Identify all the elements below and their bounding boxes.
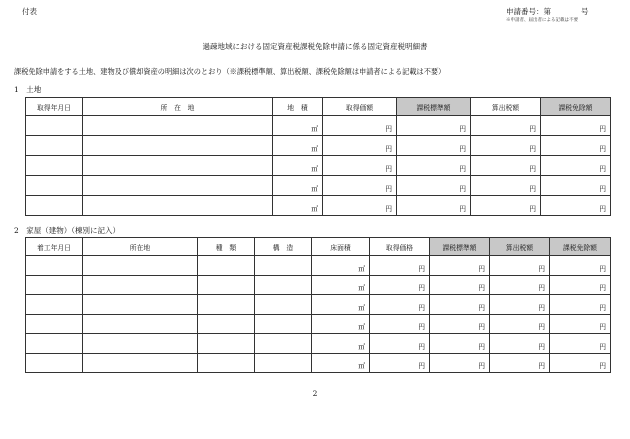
land-cell-calculated-tax[interactable] <box>471 156 541 176</box>
building-cell-structure[interactable] <box>255 295 312 315</box>
building-cell-exemption[interactable] <box>550 334 611 354</box>
building-cell-tax-base[interactable] <box>430 334 490 354</box>
land-cell-acquisition-value[interactable] <box>323 176 397 196</box>
document-intro: 課税免除申請をする土地、建物及び償却資産の明細は次のとおり（※課税標準額、算出税額、課税免除額は申請者による記載は不要） <box>14 67 446 76</box>
land-cell-exemption[interactable] <box>541 116 611 136</box>
building-cell-exemption-unit: 円 <box>599 323 606 331</box>
application-number: 申請番号：第 号 <box>506 7 589 16</box>
land-cell-acquisition-value[interactable] <box>323 156 397 176</box>
building-cell-type[interactable] <box>198 256 255 276</box>
land-cell-location[interactable] <box>83 116 273 136</box>
building-cell-start-date[interactable] <box>26 314 83 334</box>
building-col-tax-base: 課税標準額 <box>430 238 490 256</box>
building-cell-tax-base[interactable] <box>430 314 490 334</box>
building-cell-acquisition-price[interactable] <box>370 256 430 276</box>
building-col-exemption: 課税免除額 <box>550 238 611 256</box>
land-cell-calculated-tax[interactable] <box>471 116 541 136</box>
land-table-row <box>26 176 611 196</box>
land-col-exemption: 課税免除額 <box>541 98 611 116</box>
building-cell-floor-area-unit: ㎡ <box>358 303 365 312</box>
land-cell-acquisition-value-unit: 円 <box>385 165 392 173</box>
attachment-label: 付表 <box>22 7 37 16</box>
building-cell-floor-area[interactable] <box>312 314 370 334</box>
building-cell-acquisition-price[interactable] <box>370 353 430 373</box>
building-cell-floor-area[interactable] <box>312 334 370 354</box>
building-cell-structure[interactable] <box>255 275 312 295</box>
land-table-row <box>26 156 611 176</box>
land-cell-acquisition-date[interactable] <box>26 156 83 176</box>
building-table <box>25 237 611 373</box>
building-cell-location[interactable] <box>83 256 198 276</box>
building-cell-acquisition-price-unit: 円 <box>418 284 425 292</box>
land-cell-acquisition-value-unit: 円 <box>385 125 392 133</box>
land-cell-calculated-tax-unit: 円 <box>529 205 536 213</box>
land-cell-tax-base[interactable] <box>397 196 471 216</box>
building-cell-calculated-tax-unit: 円 <box>538 362 545 370</box>
land-cell-acquisition-date[interactable] <box>26 196 83 216</box>
building-cell-floor-area-unit: ㎡ <box>358 362 365 370</box>
land-cell-tax-base[interactable] <box>397 156 471 176</box>
land-table-body <box>26 116 611 216</box>
land-cell-area[interactable] <box>273 196 323 216</box>
building-cell-location[interactable] <box>83 314 198 334</box>
building-cell-tax-base[interactable] <box>430 256 490 276</box>
land-col-tax-base: 課税標準額 <box>397 98 471 116</box>
building-cell-exemption[interactable] <box>550 275 611 295</box>
document-title: 過疎地域における固定資産税課税免除申請に係る固定資産税明細書 <box>202 42 428 51</box>
building-table-row <box>26 334 611 354</box>
building-cell-tax-base-unit: 円 <box>478 284 485 292</box>
land-cell-area[interactable] <box>273 176 323 196</box>
land-cell-area-unit: ㎡ <box>311 145 318 153</box>
building-cell-acquisition-price-unit: 円 <box>418 342 425 351</box>
building-cell-location[interactable] <box>83 353 198 373</box>
building-cell-location[interactable] <box>83 295 198 315</box>
land-cell-tax-base[interactable] <box>397 116 471 136</box>
building-table-header-row <box>26 238 611 256</box>
page-number: 2 <box>312 389 318 398</box>
land-cell-tax-base-unit: 円 <box>459 185 466 193</box>
building-cell-structure[interactable] <box>255 256 312 276</box>
land-cell-exemption[interactable] <box>541 136 611 156</box>
building-cell-calculated-tax[interactable] <box>490 314 550 334</box>
land-cell-acquisition-value-unit: 円 <box>385 145 392 153</box>
building-cell-type[interactable] <box>198 295 255 315</box>
land-cell-acquisition-value-unit: 円 <box>385 185 392 193</box>
building-cell-floor-area-unit: ㎡ <box>358 323 365 331</box>
building-cell-floor-area[interactable] <box>312 295 370 315</box>
building-cell-tax-base-unit: 円 <box>478 264 485 273</box>
land-cell-calculated-tax-unit: 円 <box>529 165 536 173</box>
building-cell-exemption-unit: 円 <box>599 264 606 273</box>
building-cell-acquisition-price[interactable] <box>370 275 430 295</box>
building-col-structure: 構 造 <box>255 238 312 256</box>
building-cell-calculated-tax-unit: 円 <box>538 264 545 273</box>
building-cell-exemption-unit: 円 <box>599 362 606 370</box>
building-cell-acquisition-price-unit: 円 <box>418 323 425 331</box>
building-col-acquisition-price: 取得価格 <box>370 238 430 256</box>
building-cell-acquisition-price-unit: 円 <box>418 303 425 312</box>
land-cell-location[interactable] <box>83 156 273 176</box>
land-cell-acquisition-value[interactable] <box>323 196 397 216</box>
building-table-row <box>26 275 611 295</box>
building-cell-calculated-tax[interactable] <box>490 295 550 315</box>
land-cell-area-unit: ㎡ <box>311 125 318 133</box>
building-table-row <box>26 353 611 373</box>
building-cell-type[interactable] <box>198 314 255 334</box>
building-cell-tax-base[interactable] <box>430 275 490 295</box>
land-cell-calculated-tax-unit: 円 <box>529 125 536 133</box>
building-cell-tax-base-unit: 円 <box>478 323 485 331</box>
land-cell-exemption-unit: 円 <box>599 125 606 133</box>
land-cell-calculated-tax[interactable] <box>471 136 541 156</box>
building-cell-floor-area[interactable] <box>312 353 370 373</box>
land-cell-acquisition-date[interactable] <box>26 176 83 196</box>
building-cell-type[interactable] <box>198 334 255 354</box>
building-cell-type[interactable] <box>198 275 255 295</box>
building-cell-type[interactable] <box>198 353 255 373</box>
building-cell-location[interactable] <box>83 334 198 354</box>
land-cell-location[interactable] <box>83 136 273 156</box>
land-cell-exemption-unit: 円 <box>599 205 606 213</box>
land-cell-acquisition-date[interactable] <box>26 136 83 156</box>
building-cell-floor-area[interactable] <box>312 256 370 276</box>
building-cell-calculated-tax-unit: 円 <box>538 323 545 331</box>
land-cell-tax-base-unit: 円 <box>459 165 466 173</box>
building-cell-location[interactable] <box>83 275 198 295</box>
building-col-calculated-tax: 算出税額 <box>490 238 550 256</box>
building-table-row <box>26 256 611 276</box>
land-cell-tax-base[interactable] <box>397 176 471 196</box>
land-col-calculated-tax: 算出税額 <box>471 98 541 116</box>
land-table-row <box>26 116 611 136</box>
building-cell-start-date[interactable] <box>26 334 83 354</box>
building-cell-tax-base[interactable] <box>430 295 490 315</box>
building-cell-calculated-tax[interactable] <box>490 256 550 276</box>
land-cell-area[interactable] <box>273 116 323 136</box>
building-section-heading: 2 家屋（建物）（棟別に記入） <box>14 226 121 235</box>
land-cell-location[interactable] <box>83 196 273 216</box>
application-number-note: ※申請者、届出者による記載は不要 <box>506 18 578 23</box>
building-cell-exemption[interactable] <box>550 353 611 373</box>
building-cell-calculated-tax[interactable] <box>490 334 550 354</box>
land-cell-exemption-unit: 円 <box>599 145 606 153</box>
building-table-row <box>26 314 611 334</box>
building-cell-acquisition-price-unit: 円 <box>418 264 425 273</box>
building-cell-floor-area-unit: ㎡ <box>358 264 365 273</box>
building-cell-exemption-unit: 円 <box>599 342 606 351</box>
land-col-location: 所 在 地 <box>83 98 273 116</box>
building-cell-calculated-tax-unit: 円 <box>538 284 545 292</box>
building-cell-exemption-unit: 円 <box>599 303 606 312</box>
building-cell-start-date[interactable] <box>26 256 83 276</box>
land-cell-tax-base-unit: 円 <box>459 205 466 213</box>
land-cell-exemption-unit: 円 <box>599 165 606 173</box>
land-table-row <box>26 196 611 216</box>
building-cell-structure[interactable] <box>255 334 312 354</box>
land-cell-calculated-tax-unit: 円 <box>529 185 536 193</box>
land-col-acquisition-value: 取得価額 <box>323 98 397 116</box>
building-cell-tax-base-unit: 円 <box>478 362 485 370</box>
land-cell-calculated-tax[interactable] <box>471 176 541 196</box>
land-cell-tax-base[interactable] <box>397 136 471 156</box>
building-cell-floor-area-unit: ㎡ <box>358 284 365 292</box>
building-cell-exemption-unit: 円 <box>599 284 606 292</box>
land-table-row <box>26 136 611 156</box>
land-cell-area[interactable] <box>273 136 323 156</box>
building-cell-structure[interactable] <box>255 314 312 334</box>
building-col-type: 種 類 <box>198 238 255 256</box>
building-cell-tax-base-unit: 円 <box>478 303 485 312</box>
land-cell-acquisition-value[interactable] <box>323 136 397 156</box>
land-table-header-row <box>26 98 611 116</box>
land-cell-calculated-tax[interactable] <box>471 196 541 216</box>
land-cell-exemption[interactable] <box>541 156 611 176</box>
land-cell-acquisition-date[interactable] <box>26 116 83 136</box>
land-cell-tax-base-unit: 円 <box>459 145 466 153</box>
land-cell-area-unit: ㎡ <box>311 205 318 213</box>
building-cell-exemption[interactable] <box>550 314 611 334</box>
land-table <box>25 97 611 216</box>
land-cell-exemption[interactable] <box>541 196 611 216</box>
building-cell-start-date[interactable] <box>26 275 83 295</box>
building-cell-acquisition-price[interactable] <box>370 314 430 334</box>
land-col-acquisition-date: 取得年月日 <box>26 98 83 116</box>
land-cell-area-unit: ㎡ <box>311 165 318 173</box>
building-cell-calculated-tax[interactable] <box>490 275 550 295</box>
building-cell-exemption[interactable] <box>550 256 611 276</box>
land-section-heading: 1 土地 <box>14 85 42 94</box>
land-cell-exemption-unit: 円 <box>599 185 606 193</box>
land-cell-acquisition-value[interactable] <box>323 116 397 136</box>
building-cell-calculated-tax-unit: 円 <box>538 303 545 312</box>
building-col-location: 所在地 <box>83 238 198 256</box>
building-cell-floor-area-unit: ㎡ <box>358 342 365 351</box>
building-col-start-date: 着工年月日 <box>26 238 83 256</box>
building-cell-tax-base-unit: 円 <box>478 342 485 351</box>
building-cell-calculated-tax-unit: 円 <box>538 342 545 351</box>
building-cell-tax-base[interactable] <box>430 353 490 373</box>
building-table-body <box>26 256 611 373</box>
building-cell-acquisition-price-unit: 円 <box>418 362 425 370</box>
land-cell-acquisition-value-unit: 円 <box>385 205 392 213</box>
land-cell-tax-base-unit: 円 <box>459 125 466 133</box>
land-cell-location[interactable] <box>83 176 273 196</box>
building-cell-structure[interactable] <box>255 353 312 373</box>
land-col-area: 地 積 <box>273 98 323 116</box>
land-cell-area[interactable] <box>273 156 323 176</box>
building-col-floor-area: 床面積 <box>312 238 370 256</box>
building-cell-acquisition-price[interactable] <box>370 334 430 354</box>
land-cell-area-unit: ㎡ <box>311 185 318 193</box>
building-cell-calculated-tax[interactable] <box>490 353 550 373</box>
building-cell-start-date[interactable] <box>26 295 83 315</box>
building-cell-exemption[interactable] <box>550 295 611 315</box>
land-cell-calculated-tax-unit: 円 <box>529 145 536 153</box>
building-cell-start-date[interactable] <box>26 353 83 373</box>
building-cell-floor-area[interactable] <box>312 275 370 295</box>
land-cell-exemption[interactable] <box>541 176 611 196</box>
building-table-row <box>26 295 611 315</box>
building-cell-acquisition-price[interactable] <box>370 295 430 315</box>
